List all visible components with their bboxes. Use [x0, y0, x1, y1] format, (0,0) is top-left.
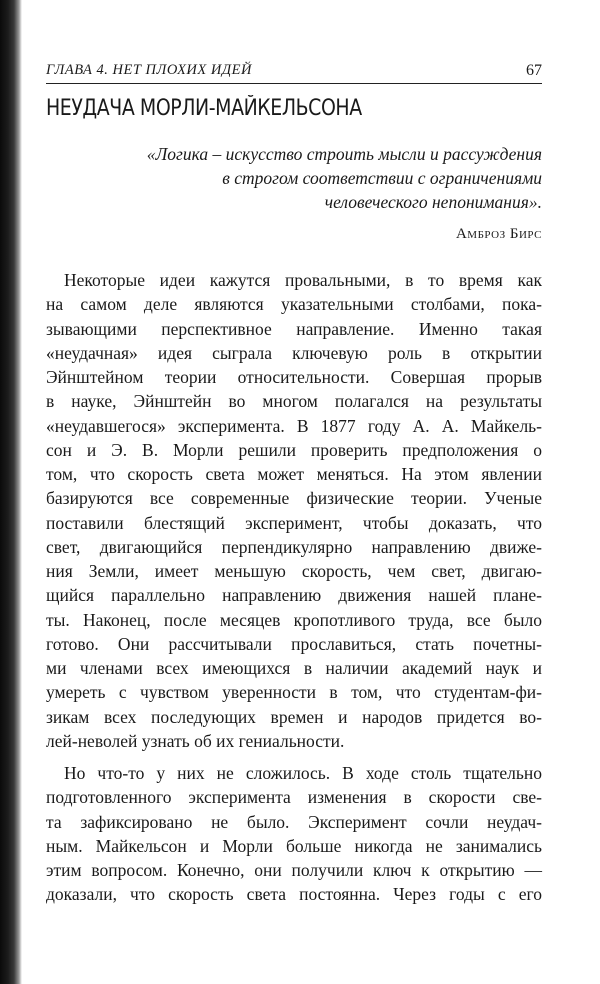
header-rule — [46, 83, 542, 84]
text-line: том, что скорость света может меняться. На этом явлении — [46, 464, 542, 484]
book-page — [46, 0, 542, 984]
text-line: щийся параллельно направлению движения нашей плане- — [46, 585, 542, 606]
running-header — [46, 62, 542, 82]
book-spine-shadow — [0, 0, 22, 984]
text-line: этим вопросом. Конечно, они получили ключ к открытию — — [46, 860, 542, 880]
text-line: та зафиксировано не было. Эксперимент сочли неудач- — [46, 811, 542, 832]
text-line: поставили блестящий эксперимент, чтобы доказать, что — [46, 512, 542, 533]
epigraph-line: человеческого непонимания». — [324, 192, 542, 212]
text-line: на самом деле являются указательными столбами, пока- — [46, 294, 542, 315]
epigraph-author: Амброз Бирс — [455, 226, 542, 242]
text-line: «неудавшегося» эксперимента. В 1877 году А. А. Майкель- — [46, 415, 542, 436]
text-line: ты. Наконец, после месяцев кропотливого труда, все было — [46, 609, 542, 630]
text-line: свет, двигающийся перпендикулярно направлению движе- — [46, 536, 542, 557]
text-line: Но что-то у них не сложилось. В ходе столь тщательно — [64, 763, 542, 783]
text-line: в науке, Эйнштейн во многом полагался на результаты — [46, 391, 542, 412]
text-line: ния Земли, имеет меньшую скорость, чем свет, двигаю- — [46, 561, 542, 581]
text-line: доказали, что скорость света постоянна. Через годы с его — [46, 884, 542, 905]
text-line: лей-неволей узнать об их гениальности. — [46, 730, 345, 751]
text-line: ным. Майкельсон и Морли больше никогда не занимались — [46, 835, 542, 856]
epigraph — [72, 142, 542, 214]
chapter-title: ГЛАВА 4. НЕТ ПЛОХИХ ИДЕЙ — [46, 62, 252, 78]
text-line: базируются все современные физические теории. Ученые — [46, 488, 542, 509]
text-line: зывающими перспективное направление. Именно такая — [46, 318, 542, 339]
paragraph-1 — [46, 268, 542, 753]
text-line: сон и Э. В. Морли решили проверить предположения о — [46, 439, 542, 460]
epigraph-line: в строгом соответствии с ограничениями — [222, 168, 542, 188]
text-line: Эйнштейном теории относительности. Совершая прорыв — [46, 367, 542, 387]
text-line: ми членами всех имеющихся в наличии академий наук и — [46, 658, 542, 678]
text-line: подготовленного эксперимента изменения в скорости све- — [46, 787, 542, 808]
epigraph-line: «Логика – искусство строить мысли и рассуждения — [146, 144, 542, 164]
body-text — [46, 268, 542, 915]
text-line: готово. Они рассчитывали прославиться, стать почетны- — [46, 633, 542, 654]
paragraph-2 — [46, 761, 542, 907]
text-line: Некоторые идеи кажутся провальными, в то время как — [64, 270, 542, 290]
text-line: зикам всех последующих времен и народов придется во- — [46, 706, 542, 727]
text-line: умереть с чувством уверенности в том, что студентам-фи- — [46, 682, 542, 703]
text-line: «неудачная» идея сыграла ключевую роль в открытии — [46, 342, 542, 363]
section-title: НЕУДАЧА МОРЛИ-МАЙКЕЛЬСОНА — [46, 96, 362, 121]
page-number: 67 — [526, 62, 542, 79]
